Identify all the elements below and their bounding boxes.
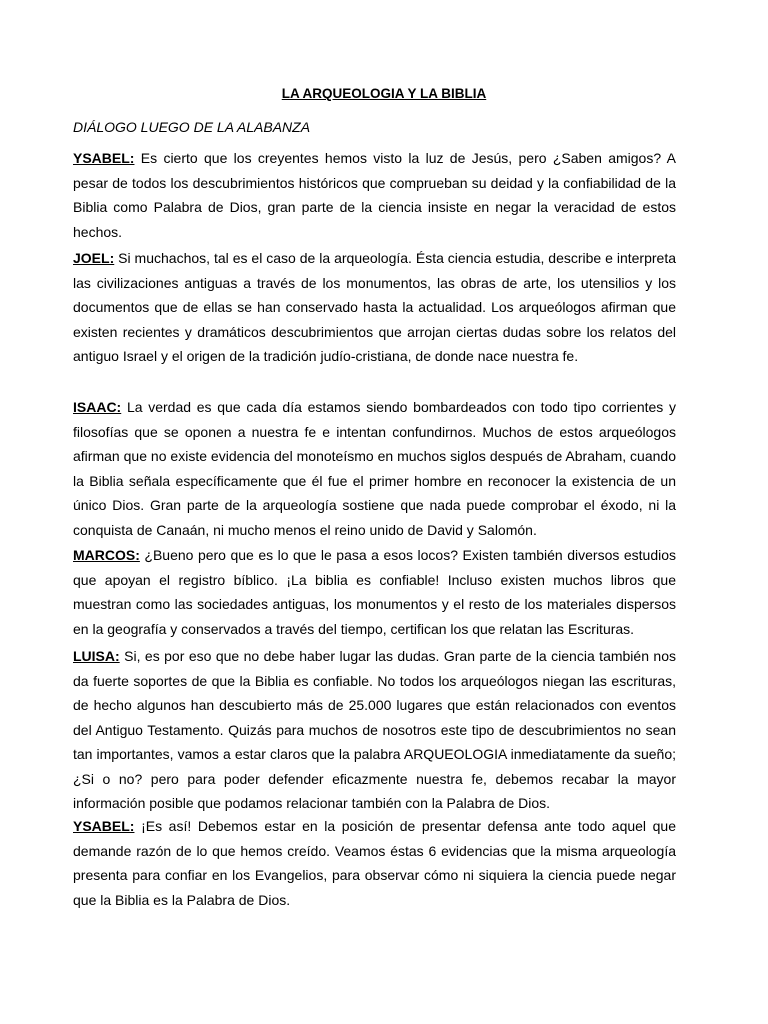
dialogue-text: Es cierto que los creyentes hemos visto la luz de Jesús, pero ¿Saben amigos? A pesar de todos los descubrimientos históricos que comprueban su deidad y la confiabilidad de la Biblia como Palabra de Dios, gran parte de la ciencia insiste en negar la veracidad de estos hechos. bbox=[73, 150, 676, 240]
speaker-name: MARCOS: bbox=[73, 547, 140, 563]
dialogue-text: Si, es por eso que no debe haber lugar las dudas. Gran parte de la ciencia también nos da fuerte soportes de que la Biblia es confiable. No todos los arqueólogos niegan las escrituras, de hecho algunos han descubierto más de 25.000 lugares que están relacionados con eventos del Antiguo Testamento. Quizás para muchos de nosotros este tipo de descubrimientos no sean tan importantes, vamos a estar claros que la palabra ARQUEOLOGIA inmediatamente da sueño; ¿Si o no? pero para poder defender eficazmente nuestra fe, debemos recabar la mayor información posible que podamos relacionar también con la Palabra de Dios. bbox=[73, 648, 676, 811]
dialogue-paragraph bbox=[73, 543, 676, 641]
dialogue-paragraph bbox=[73, 395, 676, 542]
dialogue-text: La verdad es que cada día estamos siendo bombardeados con todo tipo corrientes y filosofías que se oponen a nuestra fe e intentan confundirnos. Muchos de estos arqueólogos afirman que no existe evidencia del monoteísmo en muchos siglos después de Abraham, cuando la Biblia señala específicamente que él fue el primer hombre en reconocer la existencia de un único Dios. Gran parte de la arqueología sostiene que nada puede comprobar el éxodo, ni la conquista de Canaán, ni mucho menos el reino unido de David y Salomón. bbox=[73, 399, 676, 538]
dialogue-paragraph bbox=[73, 146, 676, 244]
dialogue-paragraph bbox=[73, 814, 676, 912]
dialogue-text: ¡Es así! Debemos estar en la posición de presentar defensa ante todo aquel que demande razón de lo que hemos creído. Veamos éstas 6 evidencias que la misma arqueología presenta para confiar en los Evangelios, para observar cómo ni siquiera la ciencia puede negar que la Biblia es la Palabra de Dios. bbox=[73, 818, 677, 908]
dialogue-text: Si muchachos, tal es el caso de la arqueología. Ésta ciencia estudia, describe e interpreta las civilizaciones antiguas a través de los monumentos, las obras de arte, los utensilios y los documentos que de ellas se han conservado hasta la actualidad. Los arqueólogos afirman que existen recientes y dramáticos descubrimientos que arrojan ciertas dudas sobre los relatos del antiguo Israel y el origen de la tradición judío-cristiana, de donde nace nuestra fe. bbox=[73, 250, 676, 364]
speaker-name: LUISA: bbox=[73, 648, 120, 664]
speaker-name: YSABEL: bbox=[73, 150, 135, 166]
dialogue-paragraph bbox=[73, 246, 676, 369]
speaker-name: ISAAC: bbox=[73, 399, 122, 415]
speaker-name: YSABEL: bbox=[73, 818, 135, 834]
dialogue-text: ¿Bueno pero que es lo que le pasa a esos locos? Existen también diversos estudios que apoyan el registro bíblico. ¡La biblia es confiable! Incluso existen muchos libros que muestran como las sociedades antiguas, los monumentos y el resto de los materiales dispersos en la geografía y conservados a través del tiempo, certifican los que relatan las Escrituras. bbox=[73, 547, 677, 637]
dialogue-paragraph bbox=[73, 644, 676, 816]
document-title: LA ARQUEOLOGIA Y LA BIBLIA bbox=[281, 86, 487, 101]
document-subtitle: DIÁLOGO LUEGO DE LA ALABANZA bbox=[73, 119, 311, 135]
speaker-name: JOEL: bbox=[73, 250, 115, 266]
